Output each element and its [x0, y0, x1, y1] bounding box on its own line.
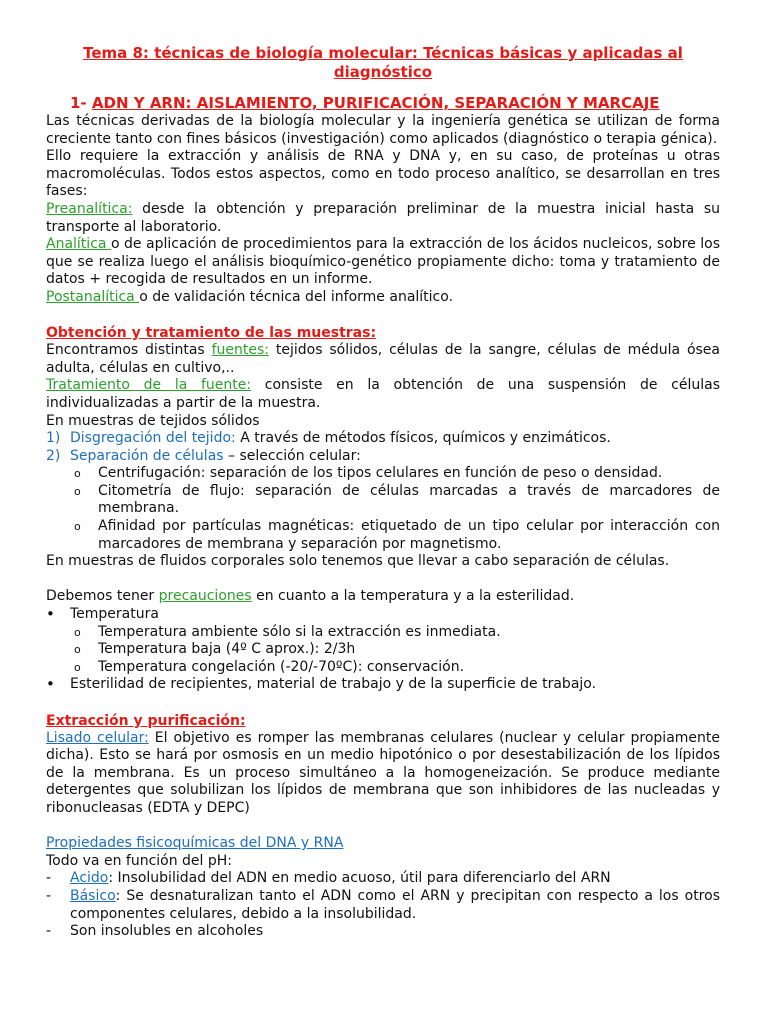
list-item: o Citometría de flujo: separación de células marcadas a través de marcadores de membrana. [74, 482, 720, 517]
heading-obtencion: Obtención y tratamiento de las muestras: [46, 325, 377, 342]
section-heading-1 [70, 94, 720, 113]
term-precauciones: precauciones [158, 588, 252, 605]
paragraph-precauciones: Debemos tener precauciones en cuanto a la temperatura y a la esterilidad. [46, 588, 575, 605]
list-item: o Temperatura congelación (-20/-70ºC): conservación. [74, 658, 465, 675]
section-number: 1- [70, 94, 87, 112]
step-term: Separación de células [70, 447, 224, 464]
phase-term: Preanalítica: [46, 200, 133, 217]
phase-text: o de validación técnica del informe analítico. [139, 288, 454, 305]
list-item: • Temperatura [46, 605, 159, 624]
phase-text: o de aplicación de procedimientos para la extracción de los ácidos nucleicos, sobre los que se realiza luego el análisis bioquímico-genético propiamente dicho: toma y tratamiento de datos + recogida de resultados en un informe. [46, 236, 720, 288]
paragraph-fluidos: En muestras de fluidos corporales solo tenemos que llevar a cabo separación de células. [46, 553, 670, 570]
phase-preanalitica [46, 201, 720, 236]
term-tratamiento: Tratamiento de la fuente: [46, 377, 252, 394]
paragraph-tratamiento: Tratamiento de la fuente: consiste en la obtención de una suspensión de células individualizadas a partir de la muestra. [46, 377, 720, 411]
paragraph-ph: Todo va en función del pH: [46, 852, 233, 869]
paragraph-tejidos: En muestras de tejidos sólidos [46, 412, 260, 429]
document-title: Tema 8: técnicas de biología molecular: Técnicas básicas y aplicadas al diagnóstico [83, 44, 683, 81]
list-item: o Centrifugación: separación de los tipos celulares en función de peso o densidad. [74, 465, 663, 482]
intro-paragraph-2: Ello requiere la extracción y análisis de RNA y DNA y, en su caso, de proteínas u otras macromoléculas. Todos estos aspectos, como en todo proceso analítico, se desarrollan en tres fases: [46, 148, 720, 200]
heading-extraccion: Extracción y purificación: [46, 712, 246, 729]
phase-postanalitica [46, 289, 720, 307]
term-lisado: Lisado celular: [46, 729, 149, 746]
list-item: o Temperatura ambiente sólo si la extracción es inmediata. [74, 623, 501, 640]
step-2: 2) Separación de células – selección celular: [46, 447, 361, 464]
list-item: - Básico: Se desnaturalizan tanto el ADN como el ARN y precipitan con respecto a los otros componentes celulares, debido a la insolubilidad. [46, 887, 720, 922]
phase-term: Postanalítica [46, 288, 140, 305]
list-item: o Afinidad por partículas magnéticas: etiquetado de un tipo celular por interacción con marcadores de membrana y separación por magnetismo. [74, 518, 720, 552]
phase-text: desde la obtención y preparación preliminar de la muestra inicial hasta su transporte al laboratorio. [46, 200, 720, 235]
step-term: Disgregación del tejido: [70, 430, 236, 447]
intro-paragraph-1: Las técnicas derivadas de la biología molecular y la ingeniería genética se utilizan de forma creciente tanto con fines básicos (investigación) como aplicados (diagnóstico o terapia génica). [46, 113, 720, 147]
paragraph-lisado: Lisado celular: El objetivo es romper las membranas celulares (nuclear y celular propiamente dicha). Esto se hará por osmosis en un medio hipotónico o por desestabilización de los lípidos de la membrana. Es un proceso simultáneo a la homogeneización. Se produce mediante detergentes que solubilizan los lípidos de membrana que son inhibidores de las nucleadas y ribonucleasas (EDTA y DEPC) [46, 729, 720, 816]
list-item: o Temperatura baja (4º C aprox.): 2/3h [74, 641, 356, 658]
list-item: - Acido: Insolubilidad del ADN en medio acuoso, útil para diferenciarlo del ARN [46, 870, 611, 887]
list-item: - Son insolubles en alcoholes [46, 923, 264, 940]
section-title: ADN Y ARN: AISLAMIENTO, PURIFICACIÓN, SEPARACIÓN Y MARCAJE [91, 94, 660, 112]
step-1: 1) Disgregación del tejido: A través de métodos físicos, químicos y enzimáticos. [46, 430, 611, 447]
document-page [46, 44, 720, 941]
phase-term: Analítica [46, 236, 111, 253]
list-item: • Esterilidad de recipientes, material de trabajo y de la superficie de trabajo. [46, 675, 597, 694]
phase-analitica [46, 236, 720, 289]
heading-propiedades: Propiedades fisicoquímicas del DNA y RNA [46, 835, 344, 852]
term-fuentes: fuentes: [211, 342, 270, 359]
paragraph-fuentes: Encontramos distintas fuentes: tejidos sólidos, células de la sangre, células de médula ósea adulta, células en cultivo,.. [46, 342, 721, 376]
